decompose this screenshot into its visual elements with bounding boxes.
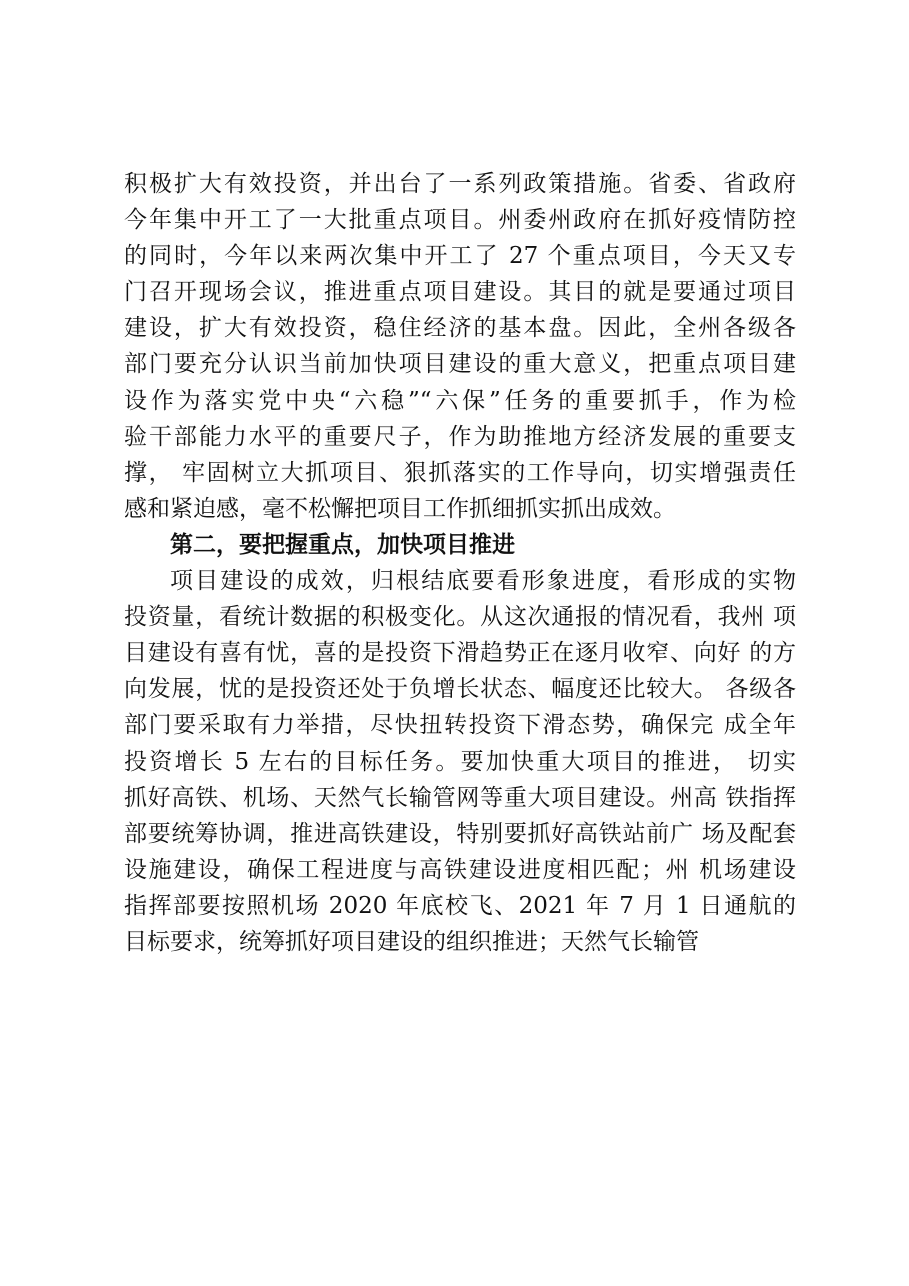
section-heading: 第二，要把握重点，加快项目推进 bbox=[170, 531, 515, 558]
text-line: 抓好高铁、机场、天然气长输管网等重大项目建设。州高 铁指挥 bbox=[124, 784, 796, 811]
text-line: 目建设有喜有忧，喜的是投资下滑趋势正在逐月收窄、向好 的方 bbox=[124, 640, 796, 667]
text-line: 门召开现场会议，推进重点项目建设。其目的就是要通过项目 bbox=[124, 279, 796, 306]
text-line: 感和紧迫感，毫不松懈把项目工作抓细抓实抓出成效。 bbox=[124, 495, 676, 522]
document-body bbox=[124, 166, 796, 960]
text-line: 设施建设，确保工程进度与高铁建设进度相匹配；州 机场建设 bbox=[124, 856, 796, 883]
text-line: 设作为落实党中央“六稳”“六保”任务的重要抓手，作为检 bbox=[124, 387, 796, 414]
text-line: 的同时，今年以来两次集中开工了 27 个重点项目，今天又专 bbox=[124, 243, 796, 270]
text-line: 建设，扩大有效投资，稳住经济的基本盘。因此，全州各级各 bbox=[124, 315, 796, 342]
text-line: 部门要充分认识当前加快项目建设的重大意义，把重点项目建 bbox=[124, 351, 796, 378]
text-line: 部要统筹协调，推进高铁建设，特别要抓好高铁站前广 场及配套 bbox=[124, 820, 796, 847]
text-line: 撑， 牢固树立大抓项目、狠抓落实的工作导向，切实增强责任 bbox=[124, 459, 796, 486]
text-line: 积极扩大有效投资，并出台了一系列政策措施。省委、省政府 bbox=[124, 171, 796, 197]
paragraph-2 bbox=[124, 563, 796, 960]
paragraph-1 bbox=[124, 166, 796, 527]
text-line: 验干部能力水平的重要尺子，作为助推地方经济发展的重要支 bbox=[124, 423, 796, 450]
text-line: 项目建设的成效，归根结底要看形象进度，看形成的实物 bbox=[170, 568, 796, 595]
text-line: 指挥部要按照机场 2020 年底校飞、2021 年 7 月 1 日通航的 bbox=[124, 892, 796, 919]
text-line: 投资增长 5 左右的目标任务。要加快重大项目的推进， 切实 bbox=[124, 748, 796, 775]
text-line: 今年集中开工了一大批重点项目。州委州政府在抓好疫情防控 bbox=[124, 207, 796, 234]
text-line: 向发展，忧的是投资还处于负增长状态、幅度还比较大。 各级各 bbox=[124, 676, 796, 703]
text-line: 投资量，看统计数据的积极变化。从这次通报的情况看，我州 项 bbox=[124, 604, 796, 631]
text-line: 目标要求，统筹抓好项目建设的组织推进；天然气长输管 bbox=[124, 928, 699, 955]
text-line: 部门要采取有力举措，尽快扭转投资下滑态势，确保完 成全年 bbox=[124, 712, 796, 739]
